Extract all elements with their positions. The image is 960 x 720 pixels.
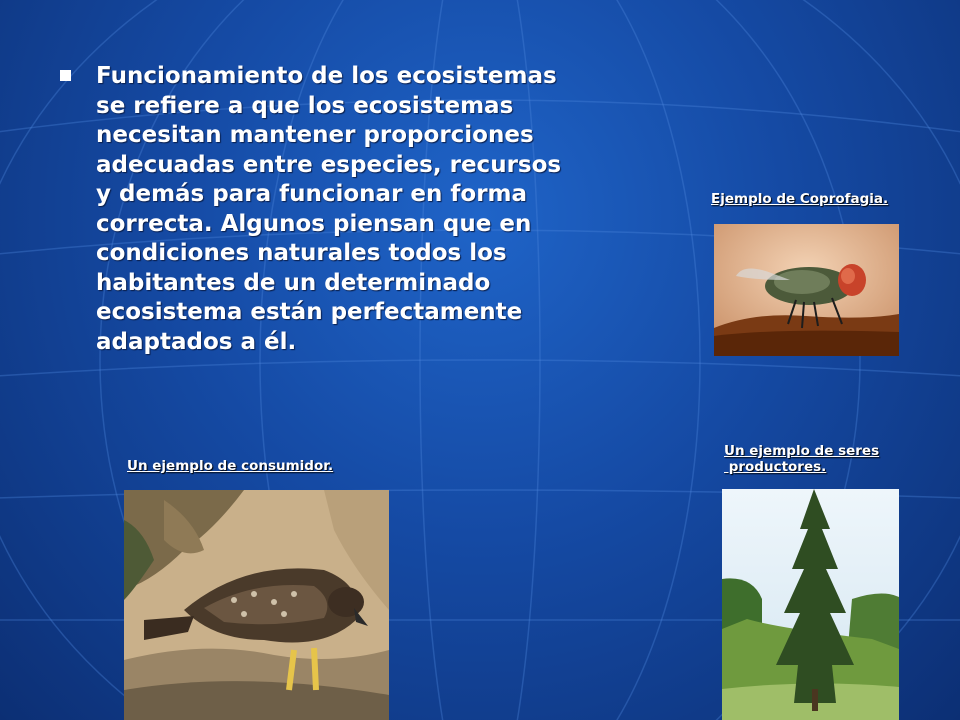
fly-photo <box>714 224 899 356</box>
caption-coprofagia[interactable]: Ejemplo de Coprofagia. <box>711 191 889 207</box>
caption-productores[interactable]: Un ejemplo de seres productores. <box>724 443 880 475</box>
bullet-marker <box>60 70 71 81</box>
tree-photo <box>722 489 899 720</box>
hawk-photo <box>124 490 389 720</box>
caption-consumidor[interactable]: Un ejemplo de consumidor. <box>127 458 334 474</box>
body-text: Funcionamiento de los ecosistemas se refiere a que los ecosistemas necesitan mantener proporciones adecuadas entre especies, recursos y demás para funcionar en forma correcta. Algunos piensan que en condiciones naturales todos los habitantes de un determinado ecosistema están perfectamente adaptados a él. <box>96 63 562 355</box>
